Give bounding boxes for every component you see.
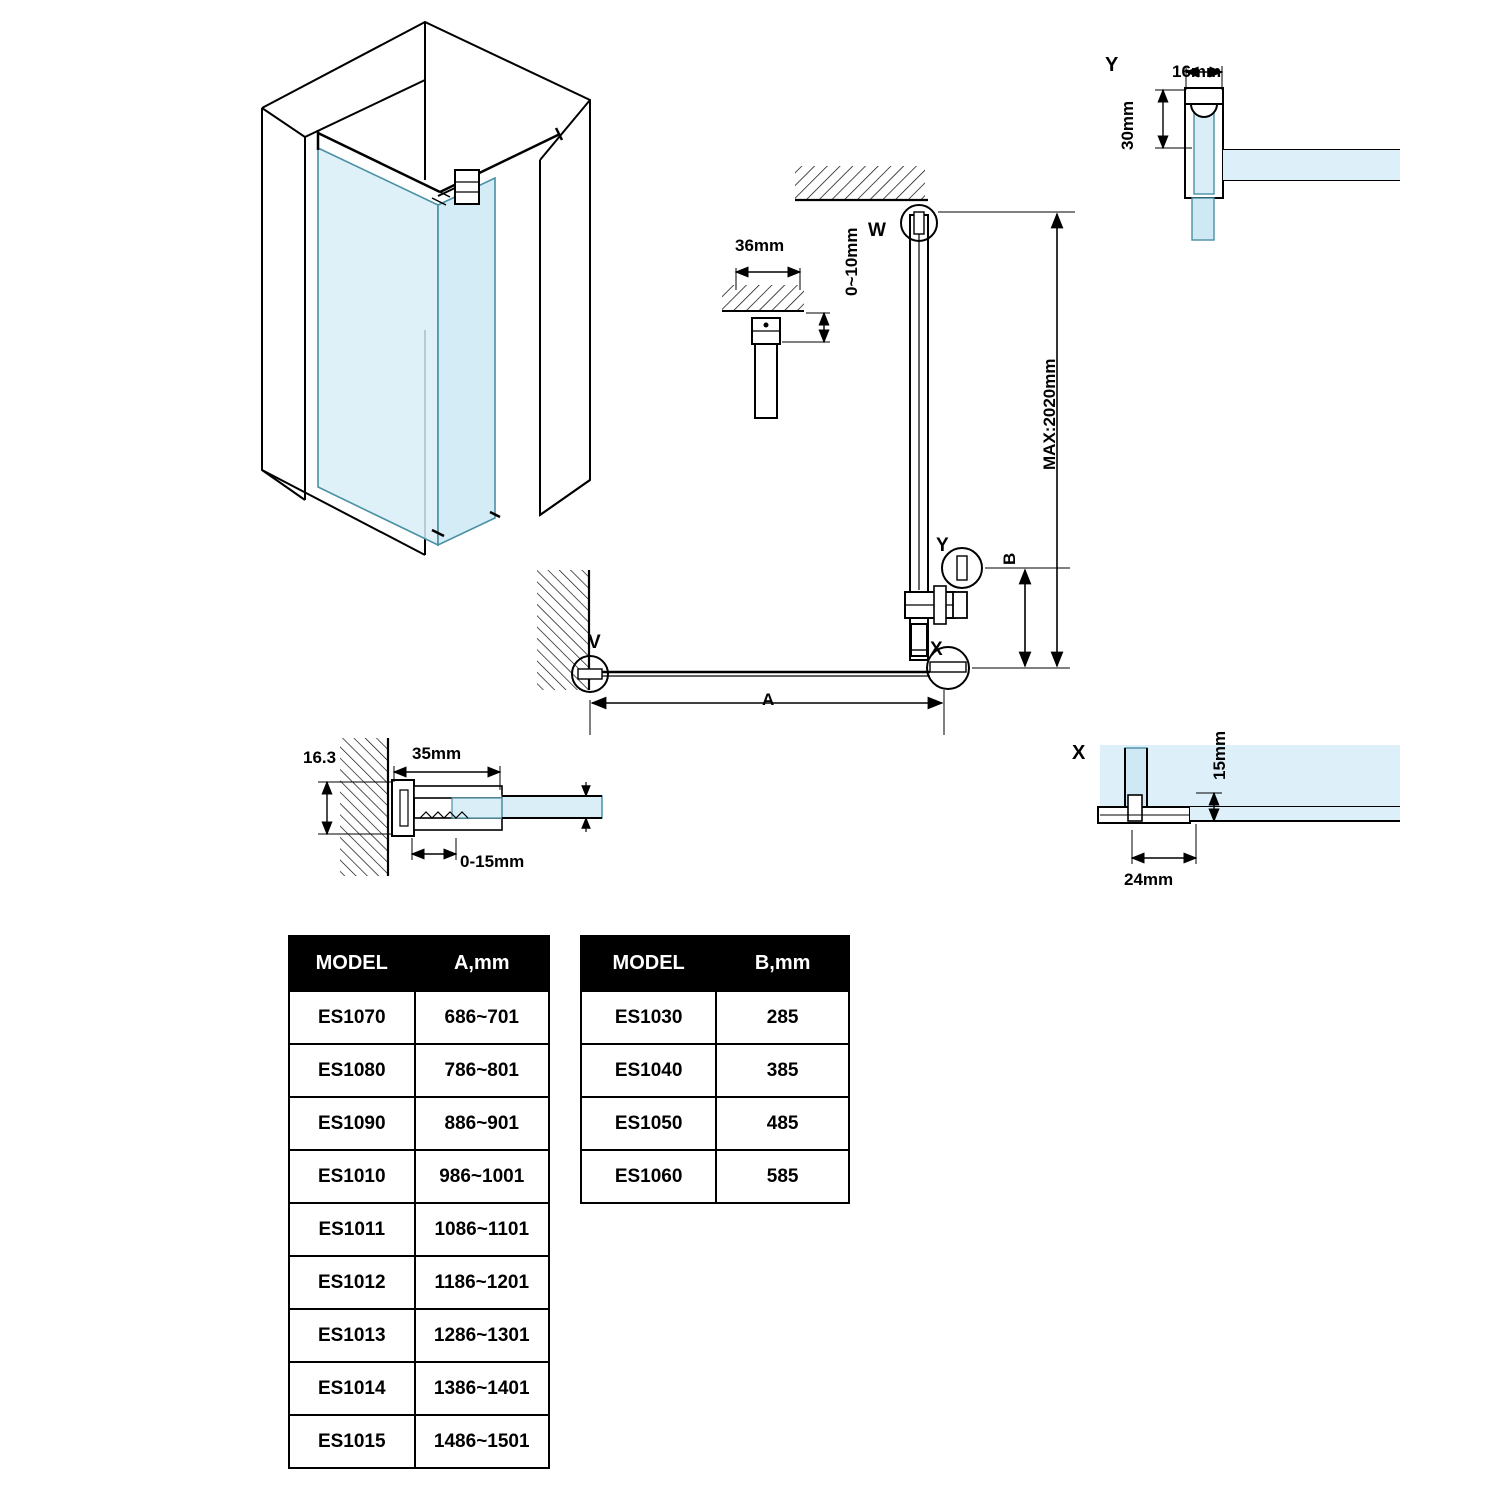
table-row	[289, 991, 549, 1044]
svg-text:W: W	[868, 220, 886, 241]
svg-text:V: V	[588, 632, 601, 653]
table-row	[289, 1309, 549, 1362]
svg-text:X: X	[930, 639, 943, 660]
cell-value: 986~1001	[415, 1150, 550, 1203]
svg-text:Y: Y	[936, 535, 949, 556]
column-header-b: B,mm	[716, 936, 849, 991]
cell-model: ES1011	[289, 1203, 415, 1256]
label-dim-a: A	[762, 690, 775, 709]
label-profile-depth: 16.3	[303, 748, 337, 767]
label-profile-adjust: 0-15mm	[460, 852, 525, 871]
cell-value: 1486~1501	[415, 1415, 550, 1468]
label-bracket-width: 36mm	[735, 236, 785, 255]
table-row	[289, 1256, 549, 1309]
table-row	[289, 1097, 549, 1150]
cell-value: 385	[716, 1044, 849, 1097]
label-seal-height: 30mm	[1118, 100, 1137, 150]
table-row	[289, 1362, 549, 1415]
cell-model: ES1030	[581, 991, 716, 1044]
cell-model: ES1070	[289, 991, 415, 1044]
cell-model: ES1012	[289, 1256, 415, 1309]
table-row	[289, 1203, 549, 1256]
label-y-detail: Y	[1105, 54, 1119, 76]
cell-value: 285	[716, 991, 849, 1044]
table-row	[581, 1150, 849, 1203]
label-x-width: 24mm	[1124, 870, 1174, 889]
label-dim-b: B	[1000, 552, 1019, 565]
table-row	[289, 1150, 549, 1203]
model-table-b	[580, 935, 850, 1204]
label-x-detail: X	[1072, 742, 1086, 764]
cell-value: 886~901	[415, 1097, 550, 1150]
cell-value: 585	[716, 1150, 849, 1203]
cell-model: ES1010	[289, 1150, 415, 1203]
table-row	[289, 1044, 549, 1097]
table-row	[289, 1415, 549, 1468]
cell-model: ES1040	[581, 1044, 716, 1097]
table-row	[581, 991, 849, 1044]
cell-value: 1286~1301	[415, 1309, 550, 1362]
cell-value: 1086~1101	[415, 1203, 550, 1256]
cell-value: 1386~1401	[415, 1362, 550, 1415]
label-profile-width: 35mm	[412, 744, 462, 763]
table-header-row	[581, 936, 849, 991]
label-seal-width: 16mm	[1172, 62, 1222, 81]
cell-model: ES1090	[289, 1097, 415, 1150]
table-row	[581, 1044, 849, 1097]
column-header-model: MODEL	[289, 936, 415, 991]
label-x-height: 15mm	[1210, 730, 1229, 780]
column-header-a: A,mm	[415, 936, 550, 991]
cell-value: 686~701	[415, 991, 550, 1044]
y-detail-seal	[1155, 66, 1400, 240]
cell-model: ES1080	[289, 1044, 415, 1097]
cell-value: 1186~1201	[415, 1256, 550, 1309]
label-max-height: MAX:2020mm	[1040, 358, 1059, 470]
table-row	[581, 1097, 849, 1150]
cell-model: ES1050	[581, 1097, 716, 1150]
cell-model: ES1014	[289, 1362, 415, 1415]
cell-model: ES1013	[289, 1309, 415, 1362]
cell-value: 786~801	[415, 1044, 550, 1097]
label-bracket-gap: 0~10mm	[842, 227, 861, 296]
table-header-row	[289, 936, 549, 991]
cell-model: ES1060	[581, 1150, 716, 1203]
x-detail-bottom-profile	[1098, 745, 1400, 864]
cell-model: ES1015	[289, 1415, 415, 1468]
model-table-a	[288, 935, 550, 1469]
column-header-model: MODEL	[581, 936, 716, 991]
cell-value: 485	[716, 1097, 849, 1150]
